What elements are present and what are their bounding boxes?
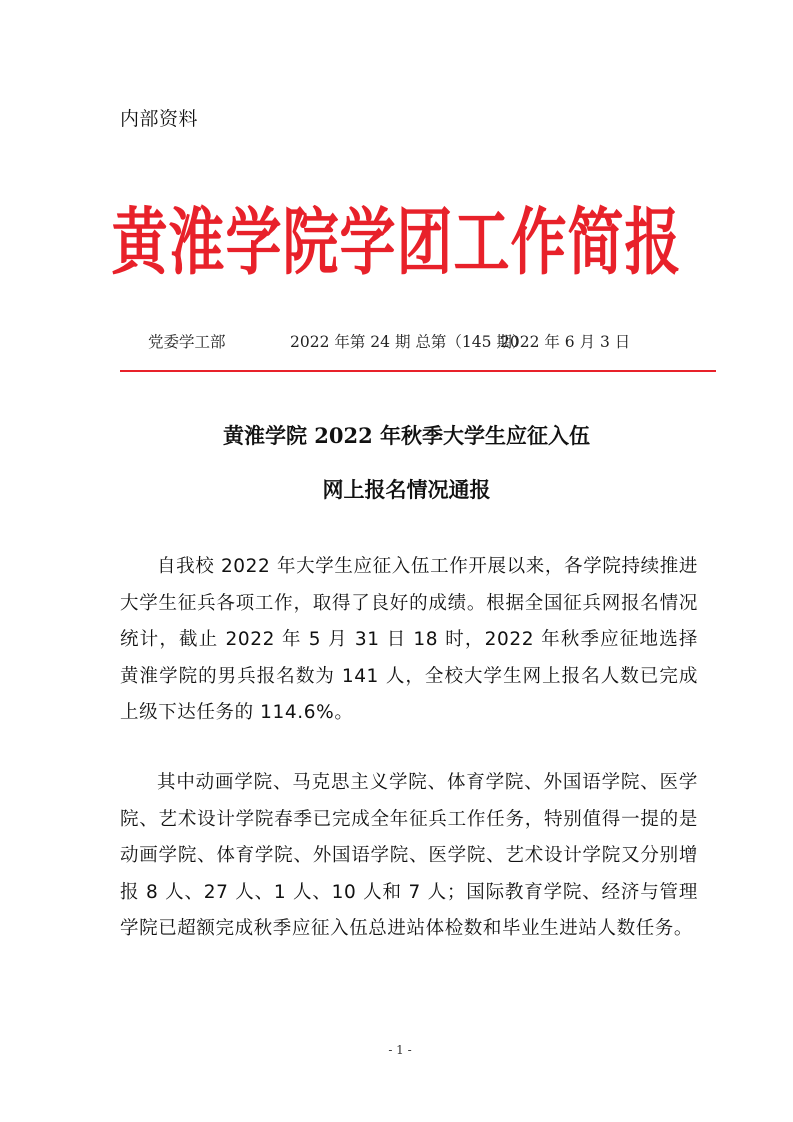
red-divider — [120, 370, 716, 372]
department-name: 党委学工部 — [148, 333, 226, 351]
classification-label: 内部资料 — [120, 108, 199, 130]
issue-date: 2022 年 6 月 3 日 — [500, 333, 631, 351]
notice-title-line-2: 网上报名情况通报 — [322, 477, 491, 502]
masthead-title: 黄淮学院学团工作简报 — [111, 200, 682, 286]
issue-number: 2022 年第 24 期 总第（145 期） — [290, 333, 528, 351]
page-number: - 1 - — [388, 1043, 412, 1057]
issue-line — [120, 330, 720, 352]
body-paragraph: 其中动画学院、马克思主义学院、体育学院、外国语学院、医学院、艺术设计学院春季已完成全年征兵工作任务，特别值得一提的是动画学院、体育学院、外国语学院、医学院、艺术设计学院又分别增报 8 人、27 人、1 人、10 人和 7 人；国际教育学院、经济与管理学院已超额完成秋季应征入伍总进站体检数和毕业生进站人数任务。 — [120, 772, 698, 940]
notice-title-line-1: 黄淮学院 2022 年秋季大学生应征入伍 — [222, 423, 591, 448]
body-paragraph: 自我校 2022 年大学生应征入伍工作开展以来，各学院持续推进大学生征兵各项工作，取得了良好的成绩。根据全国征兵网报名情况统计，截止 2022 年 5 月 31 日 18 时，2022 年秋季应征地选择黄淮学院的男兵报名数为 141 人，全校大学生网上报名人数已完成上级下达任务的 114.6%。 — [120, 556, 698, 724]
